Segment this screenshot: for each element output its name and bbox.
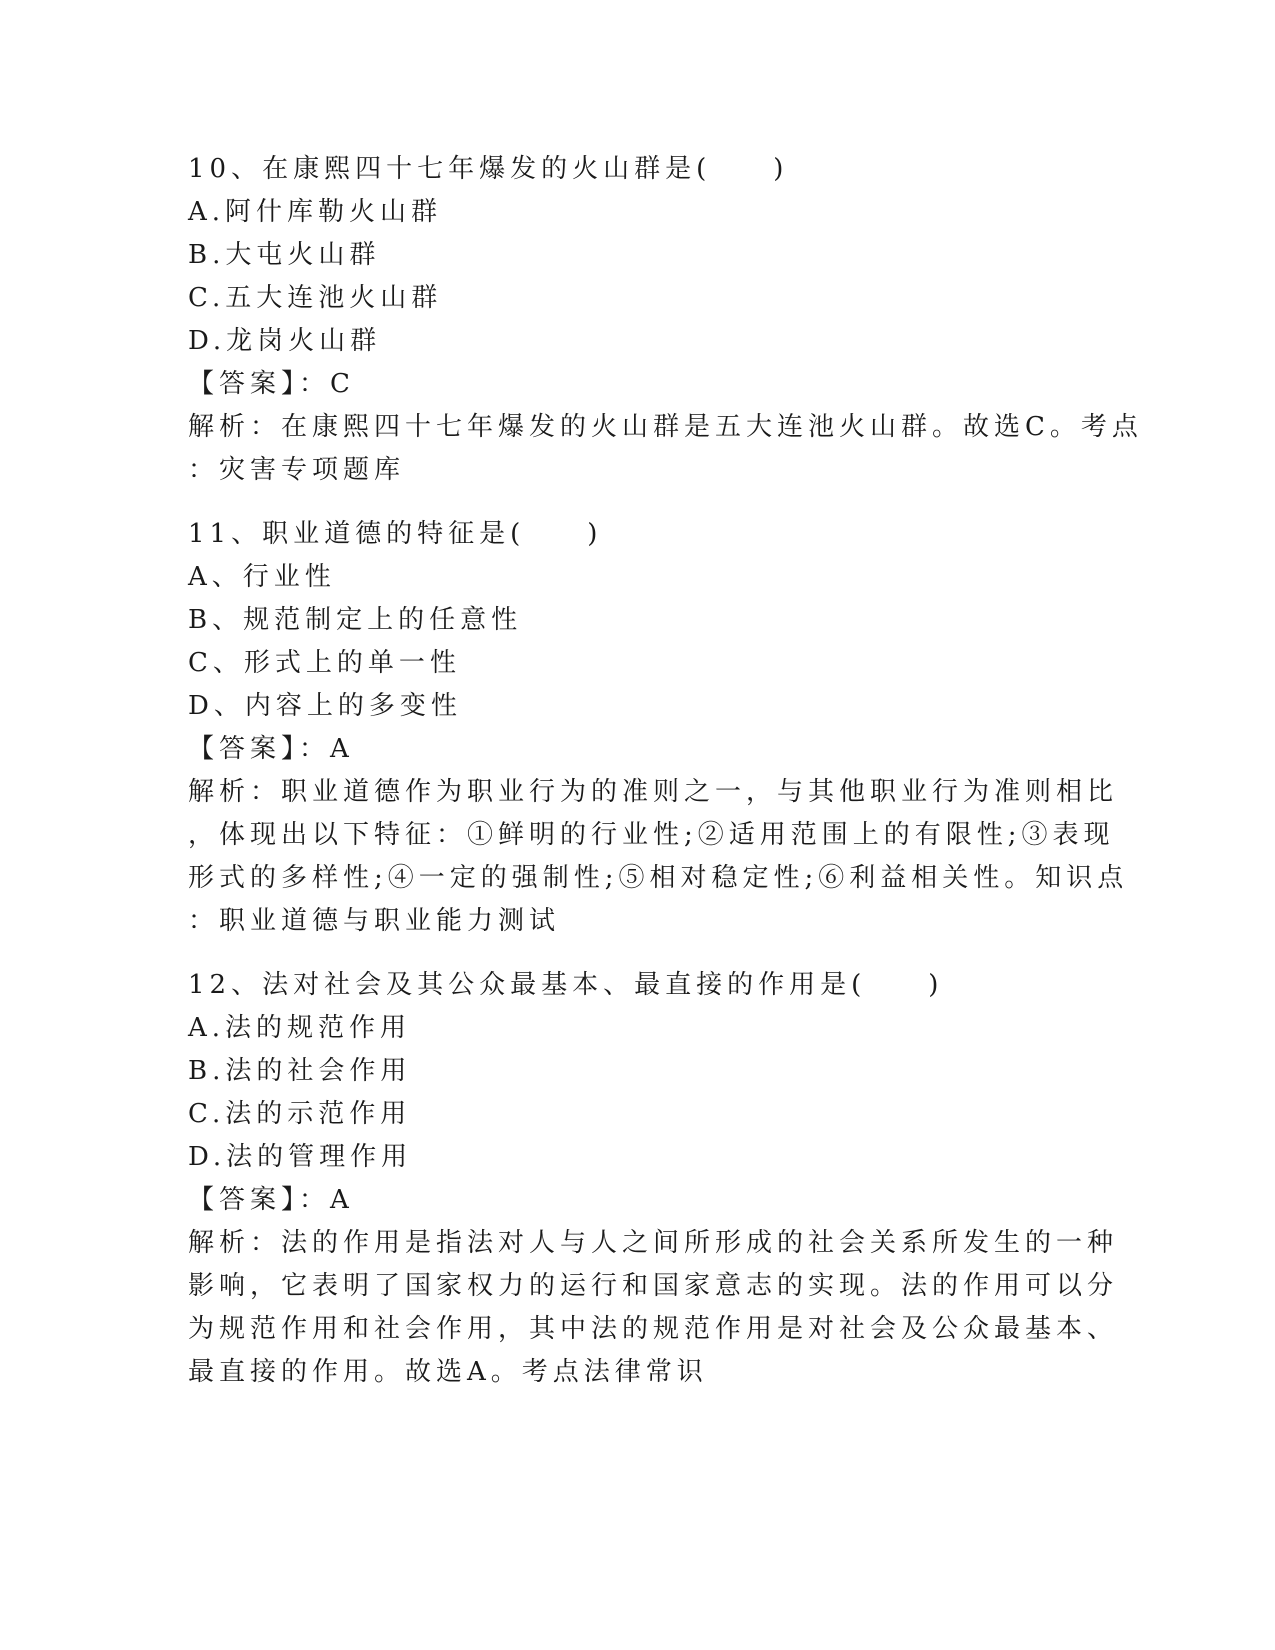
option-b: B.大屯火山群 bbox=[188, 240, 381, 270]
option-a: A、行业性 bbox=[188, 562, 336, 592]
answer-line: 【答案】：A bbox=[188, 734, 354, 764]
option-a: A.法的规范作用 bbox=[188, 1013, 412, 1043]
analysis-line: ：灾害专项题库 bbox=[188, 455, 406, 485]
analysis-line: 最直接的作用。故选A。考点法律常识 bbox=[188, 1357, 708, 1387]
analysis-line: 解析：在康熙四十七年爆发的火山群是五大连池火山群。故选C。考点 bbox=[188, 412, 1143, 442]
analysis-line: 解析：职业道德作为职业行为的准则之一，与其他职业行为准则相比 bbox=[188, 777, 1119, 807]
analysis-line: 形式的多样性;④一定的强制性;⑤相对稳定性;⑥利益相关性。知识点 bbox=[188, 863, 1129, 893]
answer-line: 【答案】：A bbox=[188, 1185, 354, 1215]
option-d: D、内容上的多变性 bbox=[188, 691, 462, 721]
analysis-line: ，体现出以下特征：①鲜明的行业性;②适用范围上的有限性;③表现 bbox=[188, 820, 1115, 850]
question-stem: 12、法对社会及其公众最基本、最直接的作用是( ) bbox=[188, 970, 944, 1000]
option-c: C、形式上的单一性 bbox=[188, 648, 461, 678]
question-spacer bbox=[188, 943, 1088, 964]
answer-line: 【答案】：C bbox=[188, 369, 355, 399]
option-a: A.阿什库勒火山群 bbox=[188, 197, 443, 227]
document-page bbox=[188, 148, 1143, 1394]
question-stem: 10、在康熙四十七年爆发的火山群是( ) bbox=[188, 154, 789, 184]
question-12 bbox=[188, 964, 1119, 1394]
analysis-line: 影响，它表明了国家权力的运行和国家意志的实现。法的作用可以分 bbox=[188, 1271, 1119, 1301]
question-stem: 11、职业道德的特征是( ) bbox=[188, 519, 603, 549]
option-c: C.法的示范作用 bbox=[188, 1099, 412, 1129]
question-11 bbox=[188, 513, 1129, 943]
option-d: D.龙岗火山群 bbox=[188, 326, 382, 356]
analysis-line: 为规范作用和社会作用，其中法的规范作用是对社会及公众最基本、 bbox=[188, 1314, 1119, 1344]
question-10 bbox=[188, 148, 1143, 492]
option-d: D.法的管理作用 bbox=[188, 1142, 413, 1172]
option-c: C.五大连池火山群 bbox=[188, 283, 443, 313]
question-spacer bbox=[188, 492, 1088, 513]
option-b: B.法的社会作用 bbox=[188, 1056, 412, 1086]
analysis-line: ：职业道德与职业能力测试 bbox=[188, 906, 561, 936]
option-b: B、规范制定上的任意性 bbox=[188, 605, 523, 635]
analysis-line: 解析：法的作用是指法对人与人之间所形成的社会关系所发生的一种 bbox=[188, 1228, 1119, 1258]
